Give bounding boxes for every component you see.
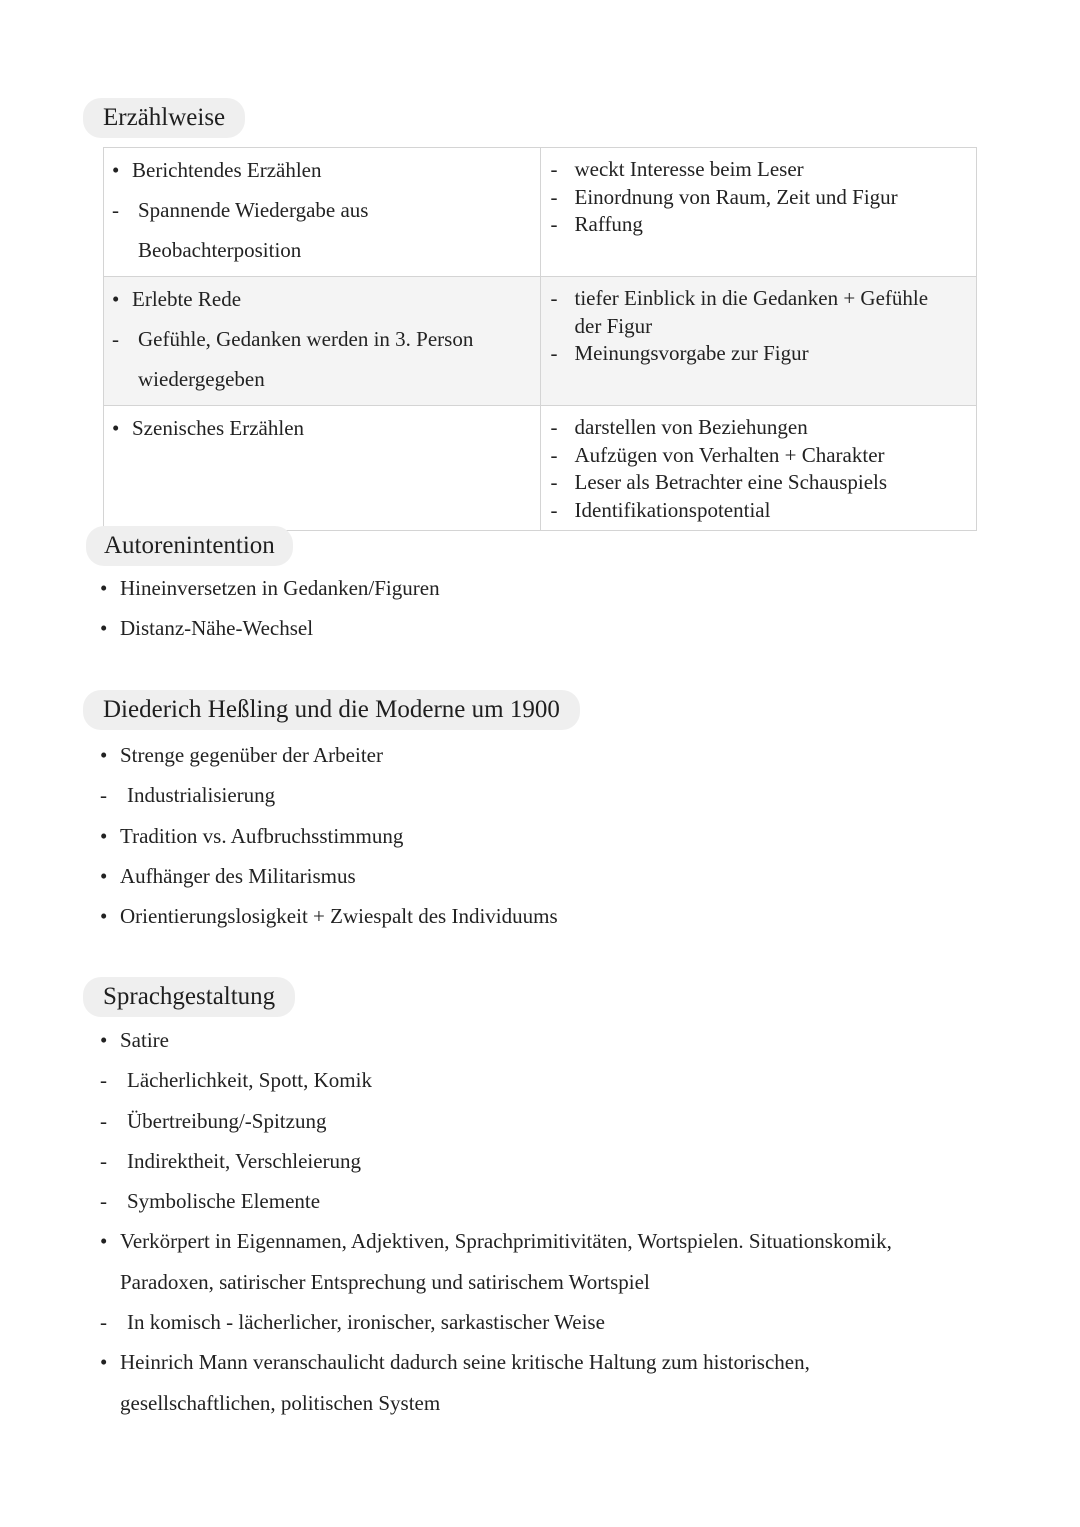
- effect-list: [549, 156, 969, 239]
- list-item-text: In komisch - lächerlicher, ironischer, sarkastischer Weise: [127, 1310, 605, 1335]
- bullet-marker: •: [100, 904, 108, 929]
- list-item: [100, 1302, 930, 1342]
- list-item-text: Industrialisierung: [127, 783, 276, 808]
- list-item: [549, 469, 969, 497]
- table-row: [104, 148, 977, 277]
- heading-sprachgestaltung: Sprachgestaltung: [83, 977, 295, 1017]
- dash-marker: -: [100, 1068, 107, 1093]
- bullet-marker: •: [100, 863, 108, 888]
- dash-marker: -: [550, 415, 558, 439]
- erzaehlweise-table: [103, 147, 977, 531]
- list-item-text: darstellen von Beziehungen: [574, 415, 808, 439]
- list-item-text: Raffung: [574, 212, 643, 236]
- cell-subpoint-text: Spannende Wiedergabe aus Beobachterposition: [138, 198, 369, 262]
- dash-marker: -: [100, 1189, 107, 1214]
- effect-list: [549, 414, 969, 524]
- list-item: [100, 1101, 930, 1141]
- table-cell-right: [540, 148, 977, 277]
- bullet-marker: •: [100, 616, 108, 641]
- moderne-list: [100, 735, 558, 936]
- list-item: [549, 414, 969, 442]
- bullet-marker: •: [100, 1350, 108, 1375]
- list-item-text: Tradition vs. Aufbruchsstimmung: [120, 823, 404, 848]
- list-item: [100, 896, 558, 936]
- list-item-text: Hineinversetzen in Gedanken/Figuren: [120, 576, 440, 600]
- cell-heading-text: Szenisches Erzählen: [132, 416, 305, 440]
- list-item-text: weckt Interesse beim Leser: [574, 157, 804, 181]
- list-item: [100, 735, 558, 775]
- table-cell-right: [540, 406, 977, 531]
- list-item-text: Aufzügen von Verhalten + Charakter: [574, 442, 885, 467]
- list-item: [100, 1342, 930, 1423]
- table-cell-right: [540, 277, 977, 406]
- dash-marker: -: [100, 1148, 107, 1173]
- dash-marker: -: [550, 184, 558, 209]
- bullet-marker: •: [100, 743, 108, 767]
- list-item: [100, 568, 440, 608]
- bullet-marker: •: [100, 576, 108, 600]
- list-item-text: Übertreibung/-Spitzung: [127, 1108, 327, 1133]
- dash-marker: -: [550, 341, 558, 365]
- list-item: [549, 442, 969, 470]
- list-item-text: Leser als Betrachter eine Schauspiels: [574, 470, 888, 494]
- list-item: [100, 1221, 930, 1302]
- list-item-text: Verkörpert in Eigennamen, Adjektiven, Sprachprimitivitäten, Wortspielen. Situationskomik, Paradoxen, satirischer Entsprechung und satirischem Wortspiel: [120, 1229, 892, 1294]
- list-item-text: tiefer Einblick in die Gedanken + Gefühle der Figur: [574, 286, 929, 338]
- list-item-text: Heinrich Mann veranschaulicht dadurch seine kritische Haltung zum historischen, gesellschaftlichen, politischen System: [120, 1350, 810, 1415]
- cell-heading-text: Berichtendes Erzählen: [132, 158, 322, 182]
- dash-marker: -: [112, 327, 119, 351]
- bullet-marker: •: [112, 287, 120, 311]
- list-item: [549, 285, 969, 340]
- bullet-marker: •: [100, 1229, 108, 1254]
- sprachgestaltung-list: [100, 1020, 930, 1423]
- heading-moderne: Diederich Heßling und die Moderne um 1900: [83, 690, 580, 730]
- list-item-text: Distanz-Nähe-Wechsel: [120, 616, 314, 641]
- list-item: [100, 816, 558, 856]
- dash-marker: -: [100, 1310, 107, 1335]
- dash-marker: -: [100, 1108, 107, 1133]
- cell-heading: [112, 156, 532, 184]
- bullet-marker: •: [100, 1028, 108, 1052]
- autorenintention-list: [100, 568, 440, 649]
- list-item-text: Strenge gegenüber der Arbeiter: [120, 743, 383, 767]
- bullet-marker: •: [112, 416, 120, 440]
- list-item-text: Symbolische Elemente: [127, 1189, 321, 1214]
- list-item-text: Aufhänger des Militarismus: [120, 863, 356, 888]
- dash-marker: -: [112, 198, 119, 222]
- cell-heading: [112, 285, 532, 313]
- list-item: [100, 1060, 930, 1100]
- dash-marker: -: [550, 470, 558, 494]
- cell-subpoint: [112, 319, 532, 399]
- bullet-marker: •: [100, 823, 108, 848]
- table-row: [104, 406, 977, 531]
- list-item: [549, 497, 969, 525]
- table-cell-left: [104, 148, 541, 277]
- dash-marker: -: [550, 497, 558, 522]
- list-item: [100, 1141, 930, 1181]
- dash-marker: -: [550, 286, 558, 310]
- dash-marker: -: [100, 783, 107, 808]
- cell-subpoint: [112, 190, 532, 270]
- list-item: [100, 1181, 930, 1221]
- cell-heading-text: Erlebte Rede: [132, 287, 242, 311]
- list-item-text: Identifikationspotential: [574, 497, 771, 522]
- dash-marker: -: [550, 442, 558, 467]
- list-item: [100, 775, 558, 815]
- list-item: [549, 184, 969, 212]
- list-item: [100, 856, 558, 896]
- table-cell-left: [104, 277, 541, 406]
- cell-heading: [112, 414, 532, 442]
- list-item: [100, 1020, 930, 1060]
- table-cell-left: [104, 406, 541, 531]
- list-item-text: Orientierungslosigkeit + Zwiespalt des Individuums: [120, 904, 558, 929]
- bullet-marker: •: [112, 158, 120, 182]
- cell-subpoint-text: Gefühle, Gedanken werden in 3. Person wiedergegeben: [138, 327, 474, 391]
- list-item: [549, 211, 969, 239]
- list-item: [549, 156, 969, 184]
- list-item-text: Indirektheit, Verschleierung: [127, 1148, 362, 1173]
- heading-erzaehlweise: Erzählweise: [83, 98, 245, 138]
- heading-autorenintention: Autorenintention: [86, 526, 293, 566]
- table-row: [104, 277, 977, 406]
- list-item-text: Lächerlichkeit, Spott, Komik: [127, 1068, 372, 1093]
- list-item: [100, 608, 440, 648]
- list-item-text: Satire: [120, 1028, 169, 1052]
- dash-marker: -: [550, 157, 558, 181]
- list-item-text: Meinungsvorgabe zur Figur: [574, 341, 809, 365]
- dash-marker: -: [550, 212, 558, 236]
- effect-list: [549, 285, 969, 368]
- list-item: [549, 340, 969, 368]
- list-item-text: Einordnung von Raum, Zeit und Figur: [574, 184, 898, 209]
